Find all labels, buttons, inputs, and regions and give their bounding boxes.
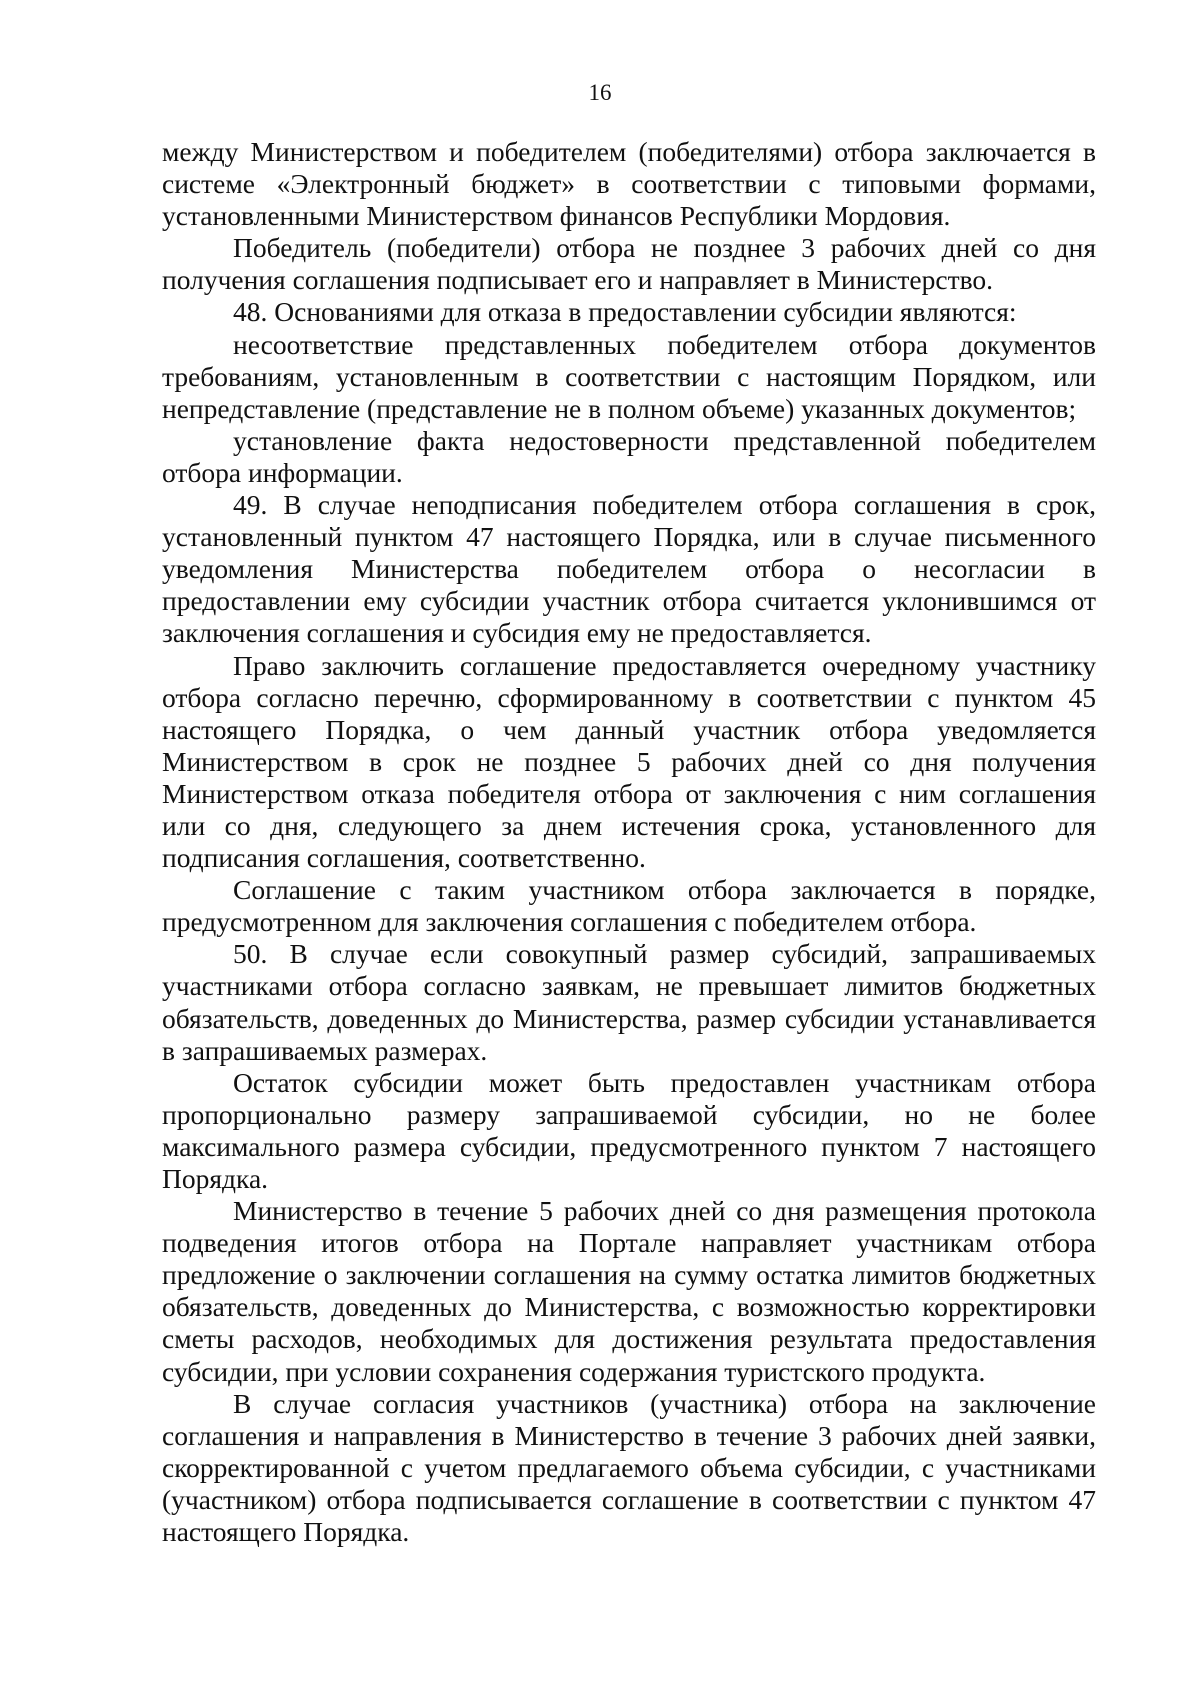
paragraph: Соглашение с таким участником отбора заключается в порядке, предусмотренном для заключения соглашения с победителем отбора. [162,874,1096,938]
paragraph: 49. В случае неподписания победителем отбора соглашения в срок, установленный пунктом 47 настоящего Порядка, или в случае письменного уведомления Министерства победителем отбора о несогласии в предоставлении ему субсидии участник отбора считается уклонившимся от заключения соглашения и субсидия ему не предоставляется. [162,489,1096,649]
paragraph: 50. В случае если совокупный размер субсидий, запрашиваемых участниками отбора согласно заявкам, не превышает лимитов бюджетных обязательств, доведенных до Министерства, размер субсидии устанавливается в запрашиваемых размерах. [162,938,1096,1066]
document-body [162,136,1096,1548]
paragraph: Остаток субсидии может быть предоставлен участникам отбора пропорционально размеру запрашиваемой субсидии, но не более максимального размера субсидии, предусмотренного пунктом 7 настоящего Порядка. [162,1066,1096,1194]
paragraph: Право заключить соглашение предоставляется очередному участнику отбора согласно перечню, сформированному в соответствии с пунктом 45 настоящего Порядка, о чем данный участник отбора уведомляется Министерством в срок не позднее 5 рабочих дней со дня получения Министерством отказа победителя отбора от заключения с ним соглашения или со дня, следующего за днем истечения срока, установленного для подписания соглашения, соответственно. [162,649,1096,874]
paragraph: несоответствие представленных победителем отбора документов требованиям, установленным в соответствии с настоящим Порядком, или непредставление (представление не в полном объеме) указанных документов; [162,328,1096,424]
paragraph: 48. Основаниями для отказа в предоставлении субсидии являются: [233,296,1017,328]
paragraph: установление факта недостоверности представленной победителем отбора информации. [162,424,1096,488]
paragraph: Победитель (победители) отбора не позднее 3 рабочих дней со дня получения соглашения подписывает его и направляет в Министерство. [162,232,1096,296]
paragraph: Министерство в течение 5 рабочих дней со дня размещения протокола подведения итогов отбора на Портале направляет участникам отбора предложение о заключении соглашения на сумму остатка лимитов бюджетных обязательств, доведенных до Министерства, с возможностью корректировки сметы расходов, необходимых для достижения результата предоставления субсидии, при условии сохранения содержания туристского продукта. [162,1195,1096,1387]
paragraph: между Министерством и победителем (победителями) отбора заключается в системе «Электронный бюджет» в соответствии с типовыми формами, установленными Министерством финансов Республики Мордовия. [162,136,1096,232]
page-number: 16 [588,80,612,105]
paragraph: В случае согласия участников (участника) отбора на заключение соглашения и направления в Министерство в течение 3 рабочих дней заявки, скорректированной с учетом предлагаемого объема субсидии, с участниками (участником) отбора подписывается соглашение в соответствии с пунктом 47 настоящего Порядка. [162,1387,1096,1548]
